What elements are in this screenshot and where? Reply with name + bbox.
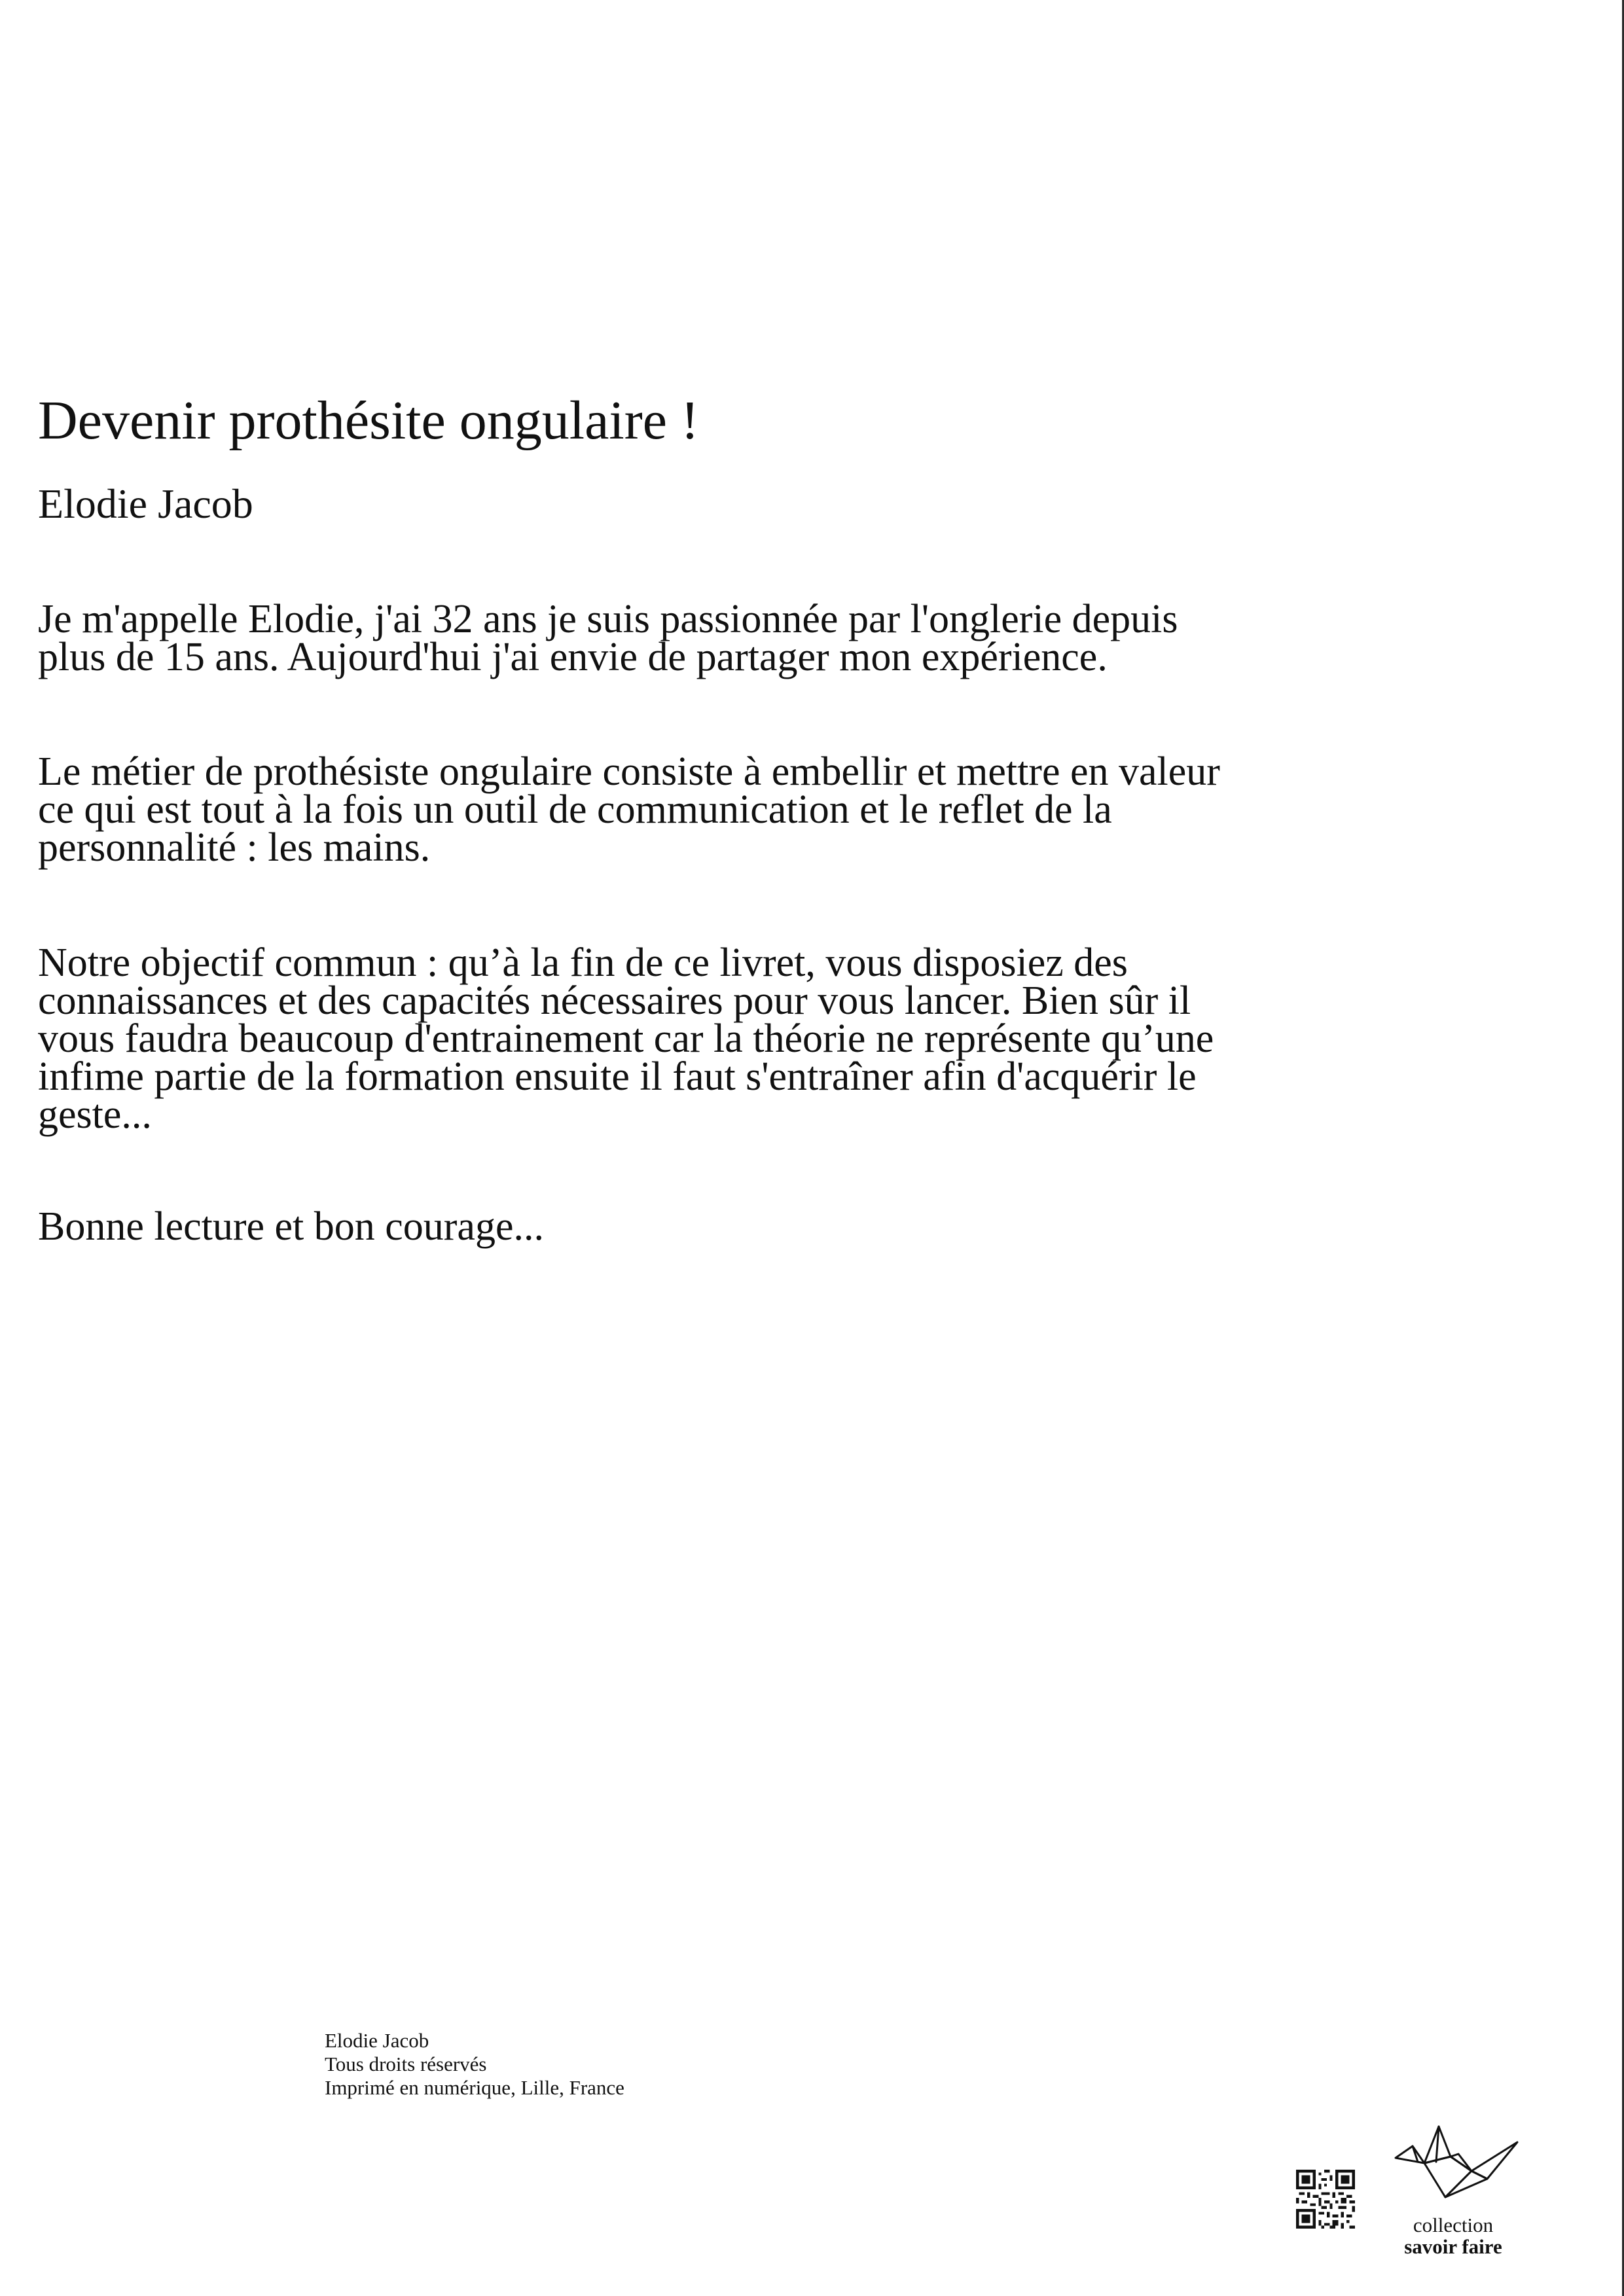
closing-paragraph: Bonne lecture et bon courage... <box>38 1204 544 1249</box>
book-author: Elodie Jacob <box>38 480 253 527</box>
book-title: Devenir prothésite ongulaire ! <box>38 390 699 451</box>
collection-name: savoir faire <box>1404 2235 1502 2258</box>
collection-label: collection <box>1413 2214 1494 2236</box>
imprint-rights: Tous droits réservés <box>325 2053 487 2075</box>
imprint-block <box>325 2029 624 2100</box>
imprint-author: Elodie Jacob <box>325 2029 429 2052</box>
objective-paragraph: Notre objectif commun : qu’à la fin de ce livret, vous disposiez des connaissances et des capacités nécessaires pour vous lancer. Bien sûr il vous faudra beaucoup d'entrainement car la théorie ne représente qu’une infime partie de la formation ensuite il faut s'entraîner afin d'acquérir le geste... <box>38 941 1214 1137</box>
imprint-printed: Imprimé en numérique, Lille, France <box>325 2076 624 2099</box>
origami-crane-icon <box>1393 2124 1521 2206</box>
intro-paragraph: Je m'appelle Elodie, j'ai 32 ans je suis passionnée par l'onglerie depuis plus de 15 ans. Aujourd'hui j'ai envie de partager mon expérience. <box>38 597 1178 679</box>
profession-paragraph: Le métier de prothésiste ongulaire consiste à embellir et mettre en valeur ce qui est tout à la fois un outil de communication et le reflet de la personnalité : les mains. <box>38 749 1220 870</box>
qr-code-icon <box>1296 2170 1355 2229</box>
